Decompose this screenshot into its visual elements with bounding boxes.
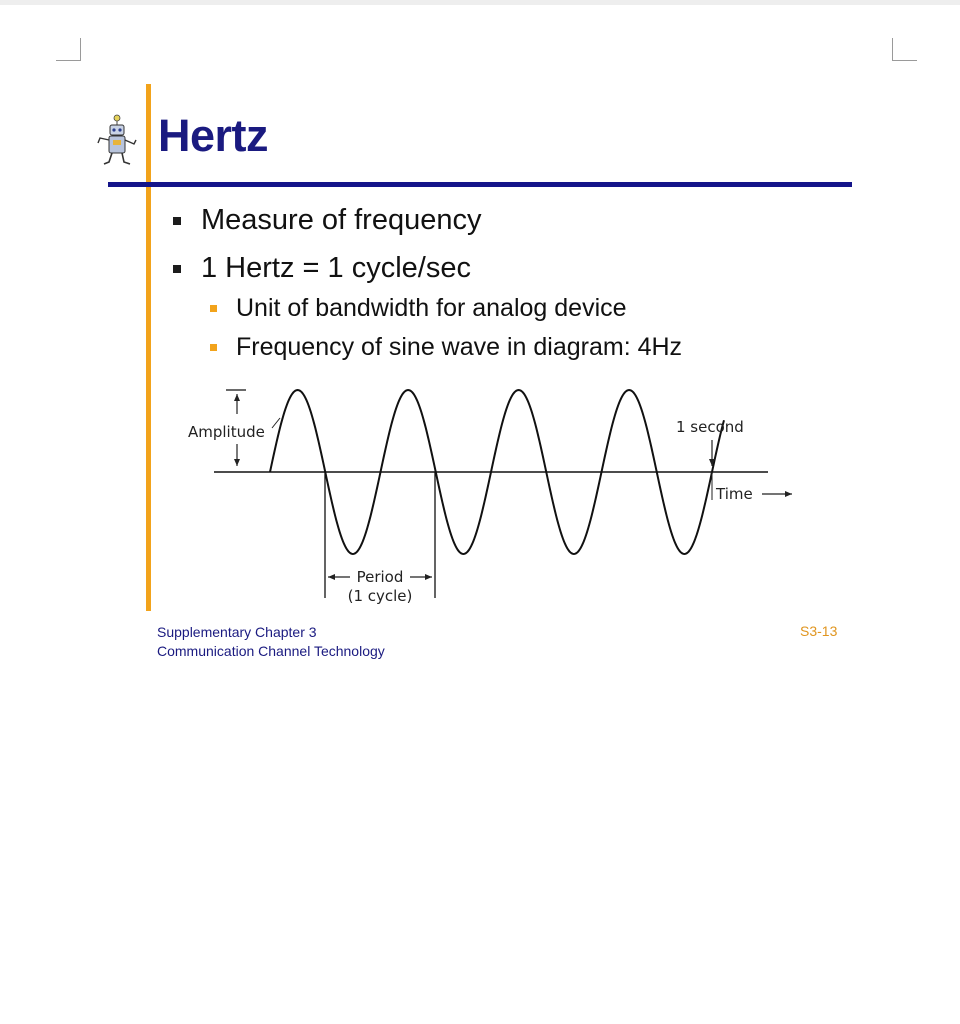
amplitude-label: Amplitude [188, 423, 265, 441]
sine-wave-diagram [180, 380, 820, 610]
amplitude-pointer [272, 418, 280, 428]
footer-subtitle: Communication Channel Technology [157, 643, 385, 659]
bullet-item [173, 204, 481, 237]
bullet-marker [173, 217, 181, 225]
robot-mascot-icon [96, 114, 138, 168]
one-second-label: 1 second [676, 418, 744, 436]
accent-bar [146, 84, 151, 611]
bullet-text: 1 Hertz = 1 cycle/sec [201, 252, 471, 284]
crop-mark-left [56, 38, 81, 61]
sub-bullet-text: Unit of bandwidth for analog device [236, 294, 627, 322]
footer [157, 623, 385, 661]
slide-title: Hertz [158, 110, 269, 161]
bullet-marker [173, 265, 181, 273]
sub-bullet-text: Frequency of sine wave in diagram: 4Hz [236, 333, 683, 361]
period-label: Period [356, 568, 404, 586]
cycle-label: (1 cycle) [347, 587, 413, 605]
bullet-text: Measure of frequency [201, 204, 482, 236]
title-rule [108, 182, 852, 187]
top-strip [0, 0, 960, 5]
sub-bullet-marker [210, 344, 217, 351]
footer-chapter: Supplementary Chapter 3 [157, 624, 317, 640]
sub-bullet-item [210, 294, 627, 323]
sub-bullet-item [210, 333, 682, 362]
crop-mark-right [892, 38, 917, 61]
bullet-item [173, 252, 471, 285]
sub-bullet-marker [210, 305, 217, 312]
time-label: Time [716, 485, 753, 503]
page-number: S3-13 [800, 623, 838, 639]
